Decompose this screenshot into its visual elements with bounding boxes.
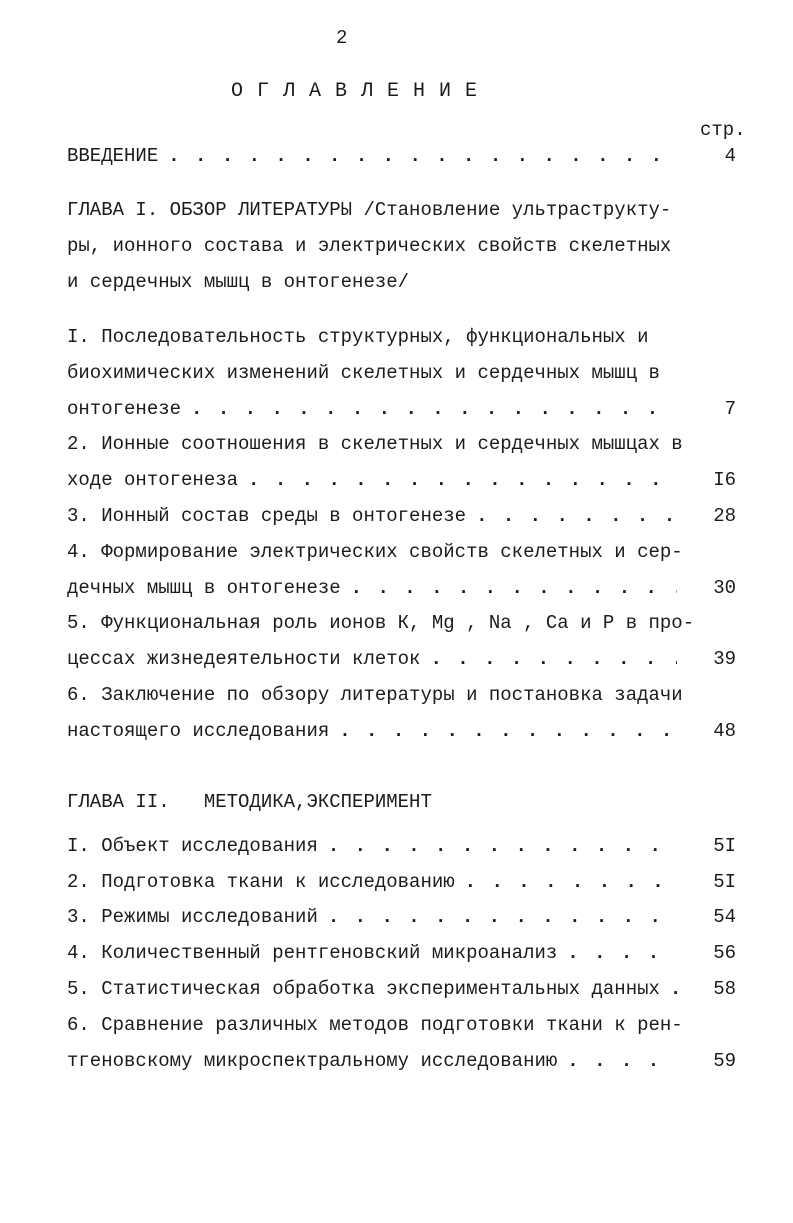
toc-entry-page: 39 <box>713 648 736 670</box>
toc-entry-title: 2. Подготовка ткани к исследованию <box>67 871 455 893</box>
toc-item-text: 2. Ионные соотношения в скелетных и сердечных мышцах в <box>67 433 683 455</box>
toc-entry[interactable] <box>67 468 677 492</box>
chapter-heading-1-line: и сердечных мышц в онтогенезе/ <box>67 271 410 293</box>
toc-entry[interactable] <box>67 977 677 1001</box>
toc-entry[interactable] <box>67 905 677 929</box>
toc-leader-dots <box>328 834 677 858</box>
toc-entry-page: 30 <box>713 577 736 599</box>
toc-entry-title: дечных мышц в онтогенезе <box>67 577 341 599</box>
toc-entry-page: 7 <box>724 398 736 420</box>
chapter-heading-1-line: ры, ионного состава и электрических свойств скелетных <box>67 235 672 257</box>
toc-entry-title: I. Объект исследования <box>67 835 318 857</box>
toc-entry[interactable] <box>67 870 677 894</box>
toc-entry-title: онтогенезе <box>67 398 182 420</box>
toc-leader-dots <box>567 941 677 965</box>
toc-leader-dots <box>328 905 677 929</box>
toc-entry-title: 4. Количественный рентгеновский микроанализ <box>67 942 558 964</box>
toc-entry-page: 4 <box>724 145 736 167</box>
toc-entry-page: 58 <box>713 978 736 1000</box>
toc-leader-dots <box>351 576 677 600</box>
toc-entry-title: ВВЕДЕНИЕ <box>67 145 159 167</box>
toc-leader-dots <box>670 977 677 1001</box>
toc-entry[interactable] <box>67 397 677 421</box>
toc-entry-title: тгеновскому микроспектральному исследованию <box>67 1050 558 1072</box>
toc-entry[interactable] <box>67 834 677 858</box>
toc-entry-page: 48 <box>713 720 736 742</box>
toc-entry-title: ходе онтогенеза <box>67 469 239 491</box>
toc-leader-dots <box>168 144 677 168</box>
toc-entry-page: 5I <box>713 871 736 893</box>
page-title: О Г Л А В Л Е Н И Е <box>231 80 479 103</box>
toc-entry[interactable] <box>67 576 677 600</box>
toc-leader-dots <box>339 719 677 743</box>
toc-entry[interactable] <box>67 504 677 528</box>
toc-entry-title: цессах жизнедеятельности клеток <box>67 648 421 670</box>
toc-entry-page: 59 <box>713 1050 736 1072</box>
toc-entry-page: I6 <box>713 469 736 491</box>
toc-leader-dots <box>465 870 677 894</box>
toc-entry[interactable] <box>67 1049 677 1073</box>
toc-entry-intro[interactable] <box>67 144 677 168</box>
toc-leader-dots <box>567 1049 677 1073</box>
toc-entry[interactable] <box>67 941 677 965</box>
toc-leader-dots <box>248 468 677 492</box>
toc-item-text: I. Последовательность структурных, функциональных и <box>67 326 649 348</box>
page-number: 2 <box>336 27 348 49</box>
toc-leader-dots <box>191 397 677 421</box>
toc-entry-page: 5I <box>713 835 736 857</box>
toc-leader-dots <box>430 647 677 671</box>
chapter-heading-1: ГЛАВА I. ОБЗОР ЛИТЕРАТУРЫ /Становление ультраструкту- <box>67 199 672 221</box>
toc-entry-title: настоящего исследования <box>67 720 330 742</box>
toc-item-text: 6. Сравнение различных методов подготовки ткани к рен- <box>67 1014 683 1036</box>
toc-entry-title: 3. Ионный состав среды в онтогенезе <box>67 505 467 527</box>
page-column-label: стр. <box>700 119 746 141</box>
toc-item-text: 6. Заключение по обзору литературы и постановка задачи <box>67 684 683 706</box>
toc-entry[interactable] <box>67 719 677 743</box>
toc-entry-page: 56 <box>713 942 736 964</box>
toc-leader-dots <box>476 504 677 528</box>
toc-entry-title: 3. Режимы исследований <box>67 906 318 928</box>
toc-item-text: 4. Формирование электрических свойств скелетных и сер- <box>67 541 683 563</box>
toc-entry-title: 5. Статистическая обработка экспериментальных данных <box>67 978 660 1000</box>
toc-item-text: 5. Функциональная роль ионов К, Mg , Na , Ca и P в про- <box>67 612 695 634</box>
toc-item-text: биохимических изменений скелетных и сердечных мышц в <box>67 362 660 384</box>
chapter-heading-2: ГЛАВА II. МЕТОДИКА,ЭКСПЕРИМЕНТ <box>67 791 432 813</box>
toc-entry-page: 28 <box>713 505 736 527</box>
toc-entry-page: 54 <box>713 906 736 928</box>
toc-entry[interactable] <box>67 647 677 671</box>
